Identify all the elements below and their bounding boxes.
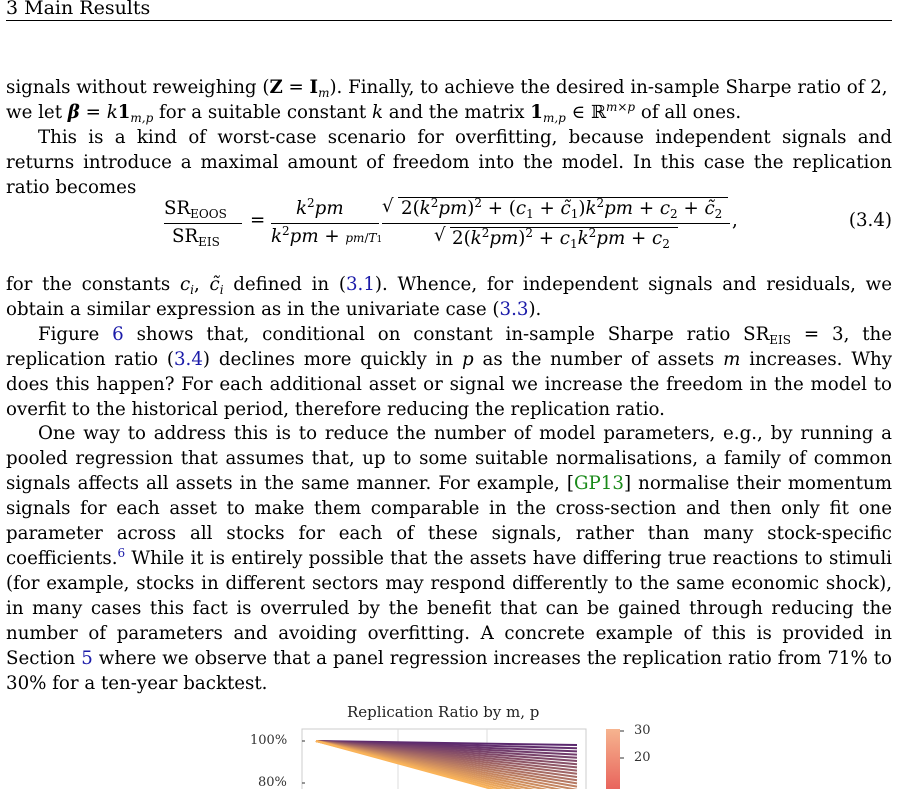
- footnote-ref-6[interactable]: 6: [117, 545, 126, 560]
- figure-ref-6[interactable]: 6: [112, 323, 124, 345]
- paragraph-3: for the constants $c_i$, $c̃_i$ defined in (3.1). Whence, for independent signals and residuals, we obtain a similar expression as in the univariate case (3.3).: [6, 274, 892, 320]
- y-tick-80: 80%: [258, 775, 287, 790]
- colorbar-tick-20: 20: [634, 750, 651, 765]
- chart-lines: [316, 741, 577, 789]
- paragraph-4: Figure 6 shows that, conditional on constant in-sample Sharpe ratio $SR_{EIS} = 3$, the replication ratio (3.4) declines more quickly in p as the number of assets m increases. Why does this happen? For each additional asset or signal we increase the freedom in the model to overfit to the historical period, therefore reducing the replication ratio.: [6, 323, 892, 420]
- paragraph-2: This is a kind of worst-case scenario for overfitting, because independent signals and returns introduce a maximal amount of freedom into the model. In this case the replication ratio becomes: [6, 126, 892, 198]
- eq-ref-3-4[interactable]: 3.4: [173, 348, 203, 370]
- paragraph-5: One way to address this is to reduce the number of model parameters, e.g., by running a pooled regression that assumes that, up to some suitable normalisations, a family of common signals affects all assets in the same manner. For example, [GP13] normalise their momentum signals for each asset to make them comparable in the cross-section and then only fit one parameter across all stocks for each of these signals, rather than many stock-specific coefficients.$^6$ While it is entirely possible that the assets have differing true reactions to stimuli (for example, stocks in different sectors may respond differently to the same economic shock), in many cases this fact is overruled by the benefit that can be gained through reducing the number of parameters and avoiding overfitting. A concrete example of this is provided in Section 5 where we observe that a panel regression increases the replication ratio from 71% to 30% for a ten-year backtest.: [6, 423, 893, 694]
- equation-3-4: $SR_{EOOS}$ $SR_{EIS}$ = $k^2pm$ $k^2pm + pm/T1$ √ $2(k^2pm)^2 + (c_1$ + $c̃_1)k^2pm + c_2$ + $c̃_2$ √ $2(k^2pm)^2 + c_1k^2pm + c_2$ , (3.4): [164, 196, 892, 251]
- chart-title: Replication Ratio by m, p: [347, 703, 540, 721]
- citation-gp13[interactable]: GP13: [574, 473, 624, 495]
- eq-lhs-numerator: $SR_{EOOS}$: [164, 198, 227, 221]
- colorbar: [606, 729, 620, 789]
- section-ref-5[interactable]: 5: [81, 647, 93, 669]
- running-header: 3 Main Results: [6, 0, 892, 21]
- colorbar-tick-30: 30: [634, 723, 651, 738]
- equation-number: (3.4): [848, 210, 892, 231]
- y-tick-100: 100%: [250, 733, 288, 748]
- eq-lhs-denominator: $SR_{EIS}$: [172, 226, 220, 249]
- eq-ref-3-1[interactable]: 3.1: [345, 274, 375, 295]
- paragraph-1: signals without reweighing $(Z = I_m)$. Finally, to achieve the desired in-sample Sharpe ratio of 2, we let $\beta = k1_{m,p}$ for a suitable constant k and the matrix $1_{m,p}$ ∈ ℝ$^{m\times p}$ of all ones. This is a kind of worst-case scenario for overfitting, because independent signals and returns introduce a maximal amount of freedom into the model. In this case the replication ratio becomes: [6, 76, 892, 201]
- eq-ref-3-3[interactable]: 3.3: [499, 298, 529, 320]
